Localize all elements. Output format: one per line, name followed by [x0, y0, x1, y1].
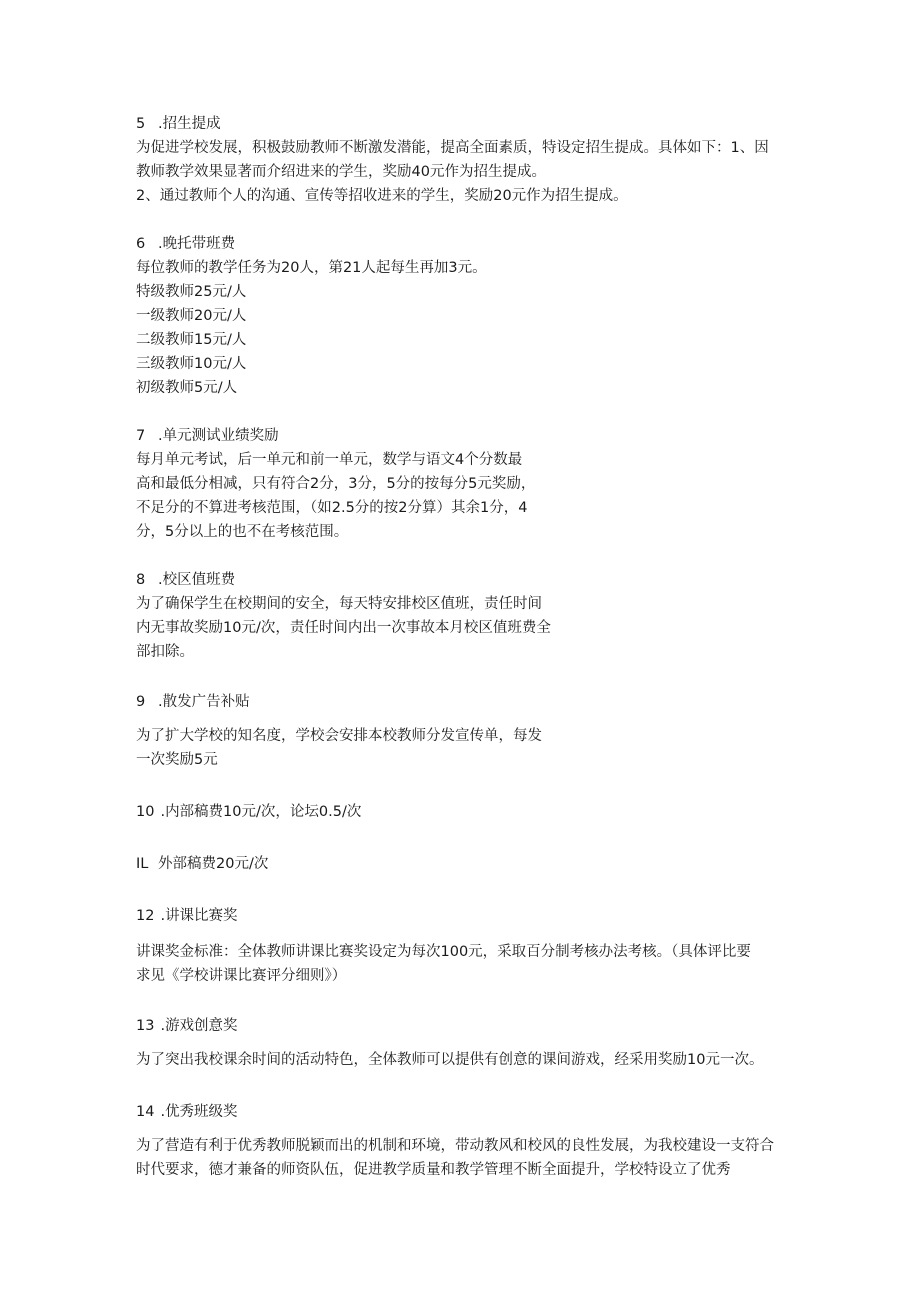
paragraph-line: 每月单元考试，后一单元和前一单元，数学与语文4个分数最 [136, 452, 523, 468]
paragraph-line: 教师教学效果显著而介绍进来的学生，奖励40元作为招生提成。 [136, 164, 546, 180]
section-title: 散发广告补贴 [162, 694, 250, 710]
section-separator: . [160, 908, 166, 924]
section-number: 7 [136, 428, 146, 444]
paragraph-line: 二级教师15元/人 [136, 332, 247, 348]
section-separator: . [158, 116, 163, 132]
section-heading [136, 114, 221, 134]
section-title: 讲课比赛奖 [165, 908, 238, 924]
section-title: 外部稿费20元/次 [158, 856, 269, 872]
section-heading [136, 234, 235, 254]
section-heading [136, 802, 361, 822]
section-separator: . [158, 694, 163, 710]
paragraph-line: 为了扩大学校的知名度，学校会安排本校教师分发宣传单，每发 [136, 728, 542, 744]
paragraph-line: 时代要求，德才兼备的师资队伍，促进教学质量和教学管理不断全面提升，学校特设立了优秀 [136, 1162, 731, 1178]
paragraph-line: 部扣除。 [136, 644, 194, 660]
paragraph-line: 为了突出我校课余时间的活动特色，全体教师可以提供有创意的课间游戏，经采用奖励10元一次。 [136, 1052, 764, 1068]
paragraph-line: 特级教师25元/人 [136, 284, 247, 300]
section-title: 内部稿费10元/次，论坛0.5/次 [165, 804, 362, 820]
section-title: 晚托带班费 [162, 236, 236, 252]
section-number: 5 [136, 116, 146, 132]
paragraph-line: 为了营造有利于优秀教师脱颖而出的机制和环境，带动教风和校风的良性发展，为我校建设一支符合 [136, 1138, 774, 1154]
paragraph-line: 为促进学校发展，积极鼓励教师不断激发潜能，提高全面素质，特设定招生提成。具体如下：1、因 [136, 140, 769, 156]
section-title: 游戏创意奖 [165, 1018, 238, 1034]
paragraph-line: 一级教师20元/人 [136, 308, 247, 324]
section-heading [136, 426, 279, 446]
paragraph-line: 不足分的不算进考核范围，（如2.5分的按2分算）其余1分，4 [136, 500, 528, 516]
section-heading [136, 570, 235, 590]
section-heading [136, 906, 238, 926]
section-heading [136, 854, 268, 874]
section-separator: . [158, 236, 163, 252]
section-title: 校区值班费 [162, 572, 236, 588]
section-number: 8 [136, 572, 146, 588]
section-heading [136, 1102, 238, 1122]
paragraph-line: 内无事故奖励10元/次，责任时间内出一次事故本月校区值班费全 [136, 620, 551, 636]
paragraph-line: 三级教师10元/人 [136, 356, 247, 372]
section-separator: . [158, 428, 163, 444]
section-heading [136, 1016, 238, 1036]
paragraph-line: 求见《学校讲课比赛评分细则》） [136, 968, 347, 984]
paragraph-line: 每位教师的教学任务为20人，第21人起每生再加3元。 [136, 260, 487, 276]
paragraph-line: 分，5分以上的也不在考核范围。 [136, 524, 349, 540]
paragraph-line: 为了确保学生在校期间的安全，每天特安排校区值班，责任时间 [136, 596, 542, 612]
section-number: 13 [136, 1018, 155, 1034]
section-separator: . [160, 1104, 166, 1120]
section-number: 14 [136, 1104, 155, 1120]
paragraph-line: 初级教师5元/人 [136, 380, 238, 396]
section-separator: . [160, 1018, 166, 1034]
section-separator: . [158, 572, 163, 588]
section-number: 6 [136, 236, 146, 252]
paragraph-line: 讲课奖金标准：全体教师讲课比赛奖设定为每次100元，采取百分制考核办法考核。（具体评比要 [136, 944, 751, 960]
section-title: 招生提成 [162, 116, 221, 132]
section-number: 12 [136, 908, 155, 924]
section-number: IL [136, 856, 149, 872]
section-number: 9 [136, 694, 146, 710]
paragraph-line: 高和最低分相减，只有符合2分，3分，5分的按每分5元奖励， [136, 476, 536, 492]
section-separator: . [160, 804, 166, 820]
section-title: 单元测试业绩奖励 [162, 428, 279, 444]
paragraph-line: 一次奖励5元 [136, 752, 218, 768]
section-heading [136, 692, 250, 712]
paragraph-line: 2、通过教师个人的沟通、宣传等招收进来的学生，奖励20元作为招生提成。 [136, 188, 628, 204]
section-title: 优秀班级奖 [165, 1104, 238, 1120]
section-number: 10 [136, 804, 155, 820]
